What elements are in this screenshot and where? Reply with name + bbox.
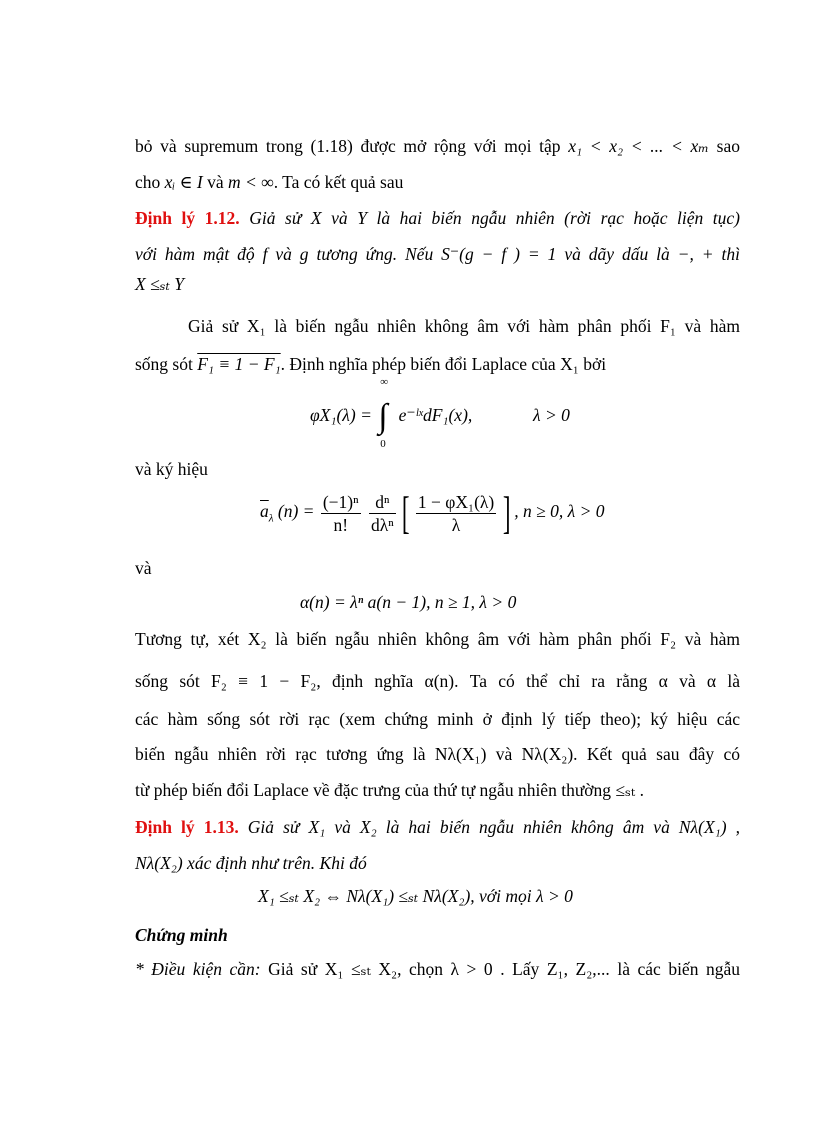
equation-laplace: φX₁(λ) = ∫ ∞ 0 e⁻ˡˣdF₁(x), λ > 0 bbox=[310, 376, 570, 450]
paragraph-2-line-3: các hàm sống sót rời rạc (xem chứng minh ở định lý tiếp theo); ký hiệu các bbox=[135, 709, 740, 729]
text-line-2: cho xᵢ ∈ I và m < ∞. Ta có kết quả sau bbox=[135, 172, 404, 192]
equation-alpha: α(n) = λⁿ a(n − 1), n ≥ 1, λ > 0 bbox=[300, 592, 517, 612]
paragraph-2-line-5: từ phép biến đổi Laplace về đặc trưng của thứ tự ngẫu nhiên thường ≤ₛₜ . bbox=[135, 780, 644, 800]
fraction: $\frac{\text{(−1)ⁿ}}{n!}$ bbox=[322, 491, 359, 535]
math-inline: x₁ < x₂ < ... < xₘ bbox=[568, 136, 709, 156]
theorem-1-12-line-3: X ≤ₛₜ Y bbox=[135, 274, 184, 294]
text-va: và bbox=[135, 558, 152, 578]
theorem-label: Định lý 1.13. bbox=[135, 817, 239, 837]
paragraph-2-line-4: biến ngẫu nhiên rời rạc tương ứng là Nλ(X₁) và Nλ(X₂). Kết quả sau đây có bbox=[135, 744, 740, 764]
equation-equivalence: X₁ ≤ₛₜ X₂ ⇔ Nλ(X₁) ≤ₛₜ Nλ(X₂), với mọi λ > 0 bbox=[258, 886, 573, 906]
proof-line-1: * Điều kiện cần: Giả sử X₁ ≤ₛₜ X₂, chọn λ > 0 . Lấy Z₁, Z₂,... là các biến ngẫu bbox=[135, 959, 740, 979]
paragraph-1-line-2: sống sót F₁ ≡ 1 − F₁. Định nghĩa phép biến đổi Laplace của X₁ bởi bbox=[135, 354, 607, 374]
fraction: $\frac{\text{dⁿ}}{\text{dλⁿ}}$ bbox=[371, 491, 394, 535]
text-line-1: bỏ và supremum trong (1.18) được mở rộng với mọi tập x₁ < x₂ < ... < xₘ sao bbox=[135, 136, 740, 156]
integral-sign: ∫ ∞ 0 bbox=[378, 376, 389, 450]
text-ky-hieu: và ký hiệu bbox=[135, 459, 208, 479]
proof-title: Chứng minh bbox=[135, 925, 228, 945]
equation-a-definition: $\overline{a}_\lambda$ (n) = $\frac{\text{(−1)ⁿ}}{n!}$ $\frac{\text{dⁿ}}{\text{dλⁿ}}$ [ $\frac{\text{1 − φX₁(λ)}}{\lambda}$ ] , n ≥ 0, λ > 0 bbox=[260, 487, 605, 538]
paragraph-1-line-1: Giả sử X₁ là biến ngẫu nhiên không âm với hàm phân phối F₁ và hàm bbox=[188, 316, 740, 336]
fraction: $\frac{\text{1 − φX₁(λ)}}{\lambda}$ bbox=[417, 491, 495, 535]
theorem-1-13-line-2: Nλ(X₂) xác định như trên. Khi đó bbox=[135, 853, 367, 873]
theorem-label: Định lý 1.12. bbox=[135, 208, 240, 228]
paragraph-2-line-2: sống sót F₂ ≡ 1 − F₂, định nghĩa α(n). Ta có thể chỉ ra rằng α và α là bbox=[135, 671, 740, 691]
theorem-1-13-line-1: Định lý 1.13. Giả sử X₁ và X₂ là hai biến ngẫu nhiên không âm và Nλ(X₁) , bbox=[135, 817, 740, 837]
paragraph-2-line-1: Tương tự, xét X₂ là biến ngẫu nhiên không âm với hàm phân phối F₂ và hàm bbox=[135, 629, 740, 649]
theorem-1-12-line-1: Định lý 1.12. Giả sử X và Y là hai biến ngẫu nhiên (rời rạc hoặc liện tục) bbox=[135, 208, 740, 228]
theorem-1-12-line-2: với hàm mật độ f và g tương ứng. Nếu S⁻(g − f ) = 1 và dãy dấu là −, + thì bbox=[135, 244, 740, 264]
